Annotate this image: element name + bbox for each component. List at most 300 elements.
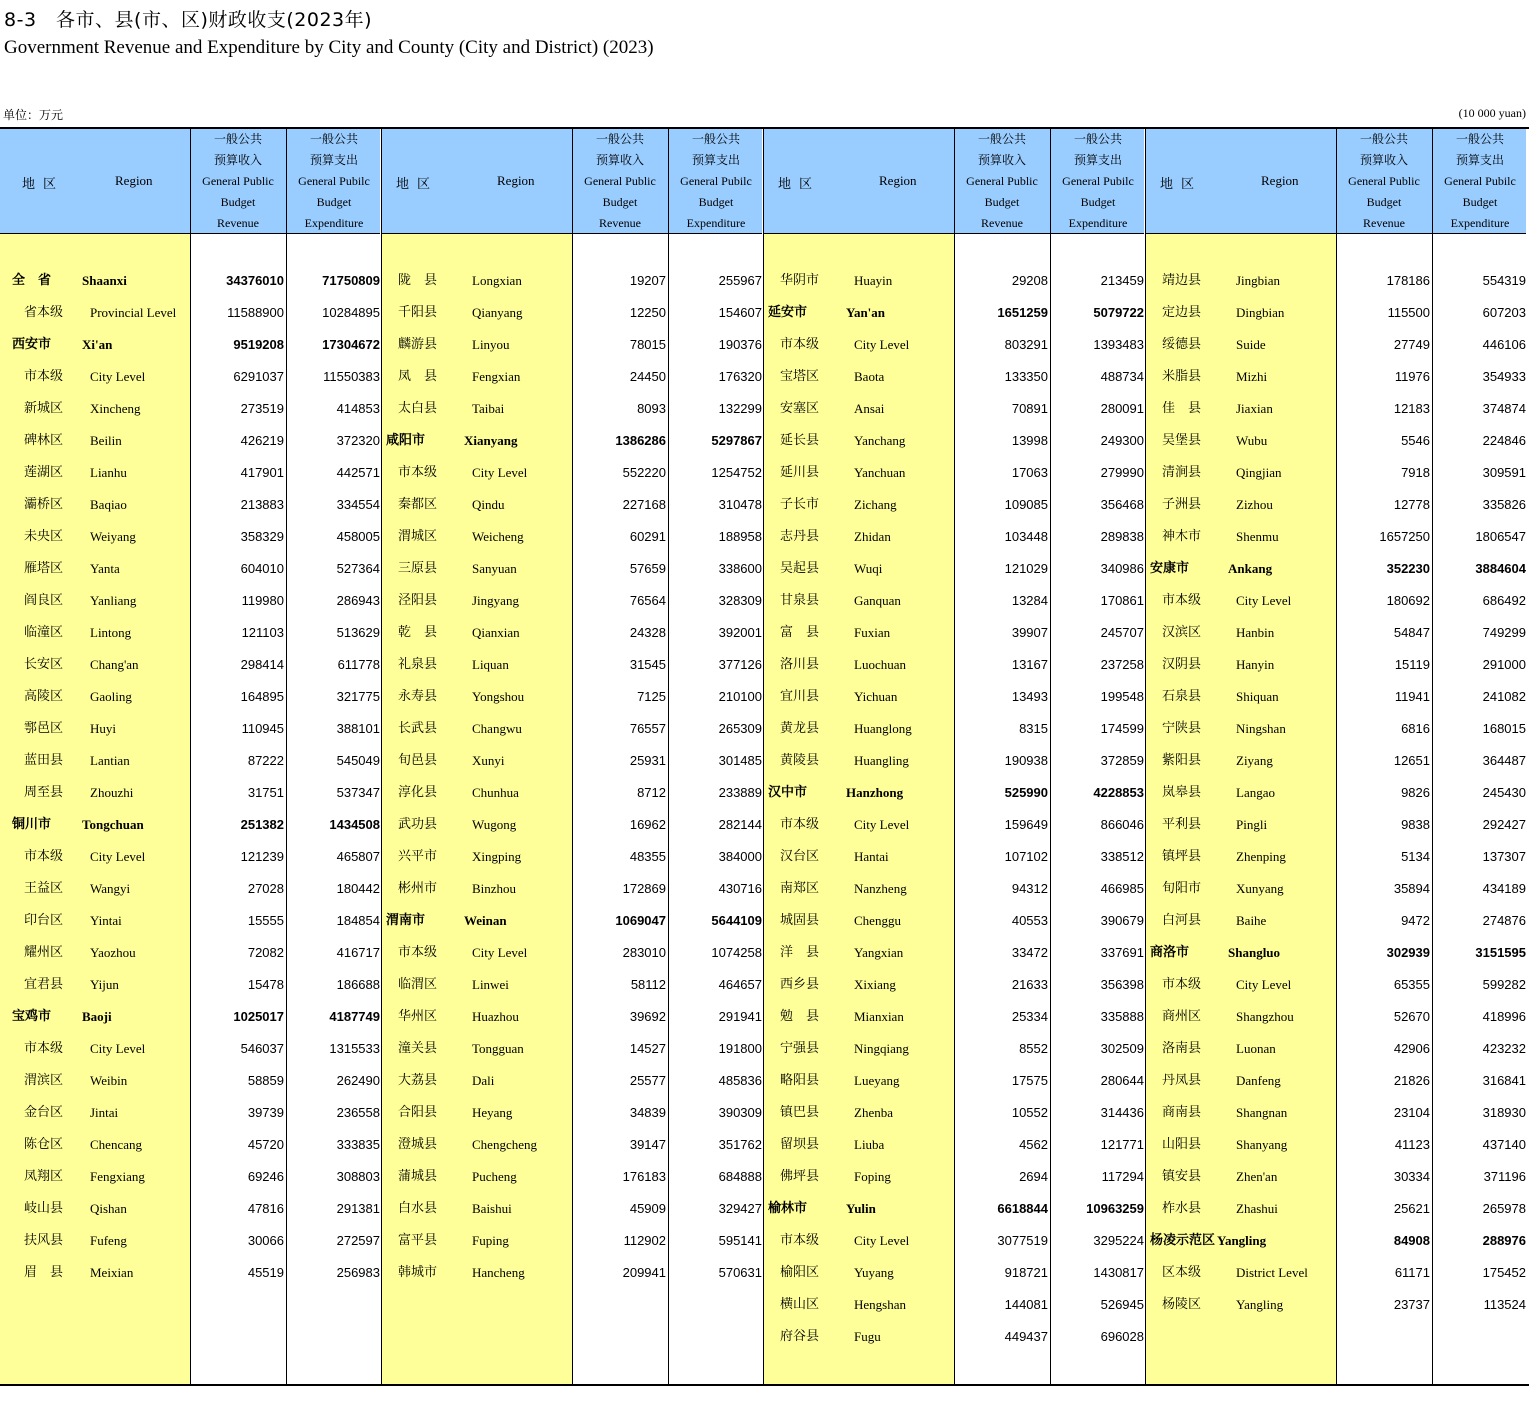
header-expenditure-line: 预算支出 (1073, 152, 1122, 167)
region-name-cn: 商州区 (1162, 1009, 1202, 1024)
header-revenue (954, 129, 1050, 233)
revenue-value: 1386286 (615, 433, 666, 448)
region-name-cn: 石泉县 (1162, 689, 1202, 704)
region-name-en: Huanglong (854, 721, 912, 736)
expenditure-value: 340986 (1100, 561, 1144, 576)
region-name-cn: 佳 县 (1162, 401, 1202, 416)
revenue-value: 25577 (629, 1073, 666, 1088)
header-revenue (572, 129, 668, 233)
table-row (382, 1001, 762, 1033)
header-expenditure-line: Expenditure (1450, 215, 1510, 230)
region-name-cn: 新城区 (24, 401, 64, 416)
revenue-value: 2694 (1019, 1169, 1048, 1184)
table-row (764, 745, 1144, 777)
header-expenditure (1050, 129, 1146, 233)
expenditure-value: 302509 (1100, 1041, 1144, 1056)
table-row (0, 489, 380, 521)
region-name-cn: 华州区 (398, 1009, 438, 1024)
region-name-en: Yanta (90, 561, 120, 576)
table-row (764, 905, 1144, 937)
revenue-value: 9472 (1401, 913, 1430, 928)
table-row (764, 361, 1144, 393)
header-expenditure (1432, 129, 1528, 233)
revenue-value: 1069047 (615, 913, 666, 928)
page-title-cn: 8-3 各市、县(市、区)财政收支(2023年) (4, 9, 373, 31)
revenue-value: 58112 (630, 977, 666, 992)
region-name-en: Fugu (854, 1329, 881, 1344)
table-row (764, 265, 1144, 297)
table-row (0, 553, 380, 585)
region-name-en: Langao (1236, 785, 1275, 800)
table-row (0, 1161, 380, 1193)
expenditure-value: 1806547 (1475, 529, 1526, 544)
revenue-value: 12183 (1393, 401, 1430, 416)
region-name-en: Fufeng (90, 1233, 127, 1248)
expenditure-value: 1074258 (711, 945, 762, 960)
region-name-en: Hengshan (854, 1297, 906, 1312)
expenditure-value: 686492 (1482, 593, 1526, 608)
table-body (382, 265, 762, 1289)
table-row (0, 265, 380, 297)
header-revenue-line: Revenue (217, 215, 259, 230)
table-row (764, 1289, 1144, 1321)
expenditure-value: 333835 (336, 1137, 380, 1152)
expenditure-value: 607203 (1482, 305, 1526, 320)
expenditure-value: 554319 (1482, 273, 1526, 288)
table-row (764, 969, 1144, 1001)
region-name-cn: 区本级 (1162, 1265, 1202, 1280)
expenditure-value: 371196 (1483, 1169, 1526, 1184)
revenue-value: 24450 (629, 369, 666, 384)
expenditure-value: 5079722 (1093, 305, 1144, 320)
revenue-value: 25931 (629, 753, 666, 768)
table-row (382, 1033, 762, 1065)
region-name-cn: 市本级 (780, 1233, 820, 1248)
table-row (1146, 809, 1526, 841)
table-row (1146, 713, 1526, 745)
region-name-en: Ningshan (1236, 721, 1286, 736)
revenue-value: 23104 (1393, 1105, 1430, 1120)
table-row (382, 1065, 762, 1097)
revenue-value: 84908 (1393, 1233, 1430, 1248)
region-name-cn: 西乡县 (780, 977, 820, 992)
table-row (764, 1193, 1144, 1225)
expenditure-value: 388101 (336, 721, 380, 736)
region-name-en: Hantai (854, 849, 889, 864)
expenditure-value: 309591 (1482, 465, 1526, 480)
table-row (0, 1001, 380, 1033)
region-name-en: Yijun (90, 977, 119, 992)
table-row (764, 1225, 1144, 1257)
table-row (382, 265, 762, 297)
expenditure-value: 113524 (1483, 1297, 1526, 1312)
expenditure-value: 237258 (1100, 657, 1144, 672)
table-row (764, 1033, 1144, 1065)
revenue-value: 25621 (1393, 1201, 1430, 1216)
table-row (382, 617, 762, 649)
table-row (1146, 745, 1526, 777)
region-name-en: Huazhou (472, 1009, 519, 1024)
table-row (764, 1161, 1144, 1193)
expenditure-value: 329427 (718, 1201, 762, 1216)
revenue-value: 8552 (1019, 1041, 1048, 1056)
table-row (764, 809, 1144, 841)
expenditure-value: 423232 (1482, 1041, 1526, 1056)
table-row (0, 905, 380, 937)
table-row (382, 489, 762, 521)
expenditure-value: 174599 (1100, 721, 1144, 736)
region-name-cn: 延川县 (780, 465, 820, 480)
region-name-cn: 市本级 (780, 817, 820, 832)
table-row (0, 297, 380, 329)
revenue-value: 5134 (1401, 849, 1430, 864)
revenue-value: 176183 (622, 1169, 666, 1184)
expenditure-value: 5644109 (711, 913, 762, 928)
region-name-cn: 旬邑县 (398, 753, 438, 768)
region-name-en: Qindu (472, 497, 505, 512)
table-row (764, 777, 1144, 809)
table-row (0, 841, 380, 873)
table-body (764, 265, 1144, 1353)
table-row (1146, 425, 1526, 457)
region-name-en: Huangling (854, 753, 909, 768)
expenditure-value: 280091 (1100, 401, 1144, 416)
expenditure-value: 364487 (1482, 753, 1526, 768)
expenditure-value: 392001 (718, 625, 762, 640)
header-expenditure-line: 预算支出 (1455, 152, 1504, 167)
header-revenue-line: Revenue (599, 215, 641, 230)
revenue-value: 61171 (1394, 1265, 1430, 1280)
table-row (382, 1225, 762, 1257)
table-row (0, 585, 380, 617)
region-name-cn: 高陵区 (24, 689, 64, 704)
revenue-value: 23737 (1393, 1297, 1430, 1312)
region-name-cn: 榆阳区 (780, 1265, 820, 1280)
table-row (1146, 393, 1526, 425)
region-name-cn: 富 县 (780, 625, 820, 640)
table-row (1146, 457, 1526, 489)
region-name-cn: 市本级 (24, 369, 64, 384)
header-revenue-line: General Public (966, 173, 1038, 188)
region-name-en: Lianhu (90, 465, 127, 480)
region-name-en: Zichang (854, 497, 897, 512)
region-name-en: Zizhou (1236, 497, 1273, 512)
region-name-en: Xunyi (472, 753, 505, 768)
revenue-value: 298414 (240, 657, 284, 672)
table-row (764, 937, 1144, 969)
table-row (764, 393, 1144, 425)
region-name-en: Chengcheng (472, 1137, 537, 1152)
expenditure-value: 233889 (718, 785, 762, 800)
expenditure-value: 170861 (1100, 593, 1144, 608)
region-name-en: Lintong (90, 625, 132, 640)
region-name-en: Shangnan (1236, 1105, 1288, 1120)
revenue-value: 109085 (1004, 497, 1048, 512)
expenditure-value: 390679 (1100, 913, 1144, 928)
revenue-value: 164895 (240, 689, 284, 704)
revenue-value: 525990 (1004, 785, 1048, 800)
region-name-cn: 永寿县 (398, 689, 438, 704)
expenditure-value: 372859 (1100, 753, 1144, 768)
region-name-en: District Level (1236, 1265, 1308, 1280)
table-row (0, 521, 380, 553)
revenue-value: 25334 (1011, 1009, 1048, 1024)
region-name-cn: 金台区 (24, 1105, 64, 1120)
region-name-cn: 市本级 (780, 337, 820, 352)
expenditure-value: 213459 (1100, 273, 1144, 288)
table-row (1146, 1129, 1526, 1161)
table-row (0, 1257, 380, 1289)
region-name-en: Longxian (472, 273, 522, 288)
revenue-value: 302939 (1386, 945, 1430, 960)
region-name-en: Lantian (90, 753, 130, 768)
revenue-value: 21826 (1393, 1073, 1430, 1088)
expenditure-value: 599282 (1482, 977, 1526, 992)
region-name-en: Fuping (472, 1233, 509, 1248)
region-name-en: Xi'an (82, 337, 113, 352)
expenditure-value: 595141 (718, 1233, 762, 1248)
revenue-value: 1651259 (997, 305, 1048, 320)
region-name-cn: 杨凌示范区 (1150, 1233, 1216, 1248)
expenditure-value: 190376 (718, 337, 762, 352)
region-name-en: Luonan (1236, 1041, 1276, 1056)
region-name-en: Yan'an (846, 305, 886, 320)
region-name-cn: 平利县 (1162, 817, 1202, 832)
region-name-en: Sanyuan (472, 561, 517, 576)
table-row (382, 585, 762, 617)
header-region-cn: 地区 (22, 177, 65, 192)
region-name-cn: 蓝田县 (24, 753, 64, 768)
table-row (382, 649, 762, 681)
region-name-cn: 咸阳市 (386, 433, 426, 448)
region-name-cn: 省本级 (24, 305, 64, 320)
region-name-cn: 市本级 (1162, 977, 1202, 992)
region-name-en: Jingyang (472, 593, 519, 608)
revenue-value: 426219 (240, 433, 284, 448)
expenditure-value: 280644 (1100, 1073, 1144, 1088)
region-name-en: City Level (90, 369, 146, 384)
expenditure-value: 338600 (718, 561, 762, 576)
table-row (382, 905, 762, 937)
region-name-en: Gaoling (90, 689, 132, 704)
region-name-en: Yangling (1217, 1233, 1267, 1248)
expenditure-value: 866046 (1100, 817, 1144, 832)
region-name-en: Fengxiang (90, 1169, 145, 1184)
table-panel-3 (764, 127, 1144, 1386)
region-name-en: Foping (854, 1169, 891, 1184)
region-name-cn: 雁塔区 (24, 561, 64, 576)
region-name-cn: 南郑区 (780, 881, 820, 896)
table-row (764, 521, 1144, 553)
region-name-en: Yanchang (854, 433, 906, 448)
revenue-value: 19207 (629, 273, 666, 288)
revenue-value: 9838 (1401, 817, 1430, 832)
revenue-value: 40553 (1011, 913, 1048, 928)
expenditure-value: 180442 (336, 881, 380, 896)
expenditure-value: 3884604 (1475, 561, 1526, 576)
header-revenue-line: 预算收入 (977, 152, 1026, 167)
region-name-en: Huyi (90, 721, 116, 736)
revenue-value: 352230 (1386, 561, 1430, 576)
expenditure-value: 176320 (718, 369, 762, 384)
header-revenue (1336, 129, 1432, 233)
revenue-value: 60291 (629, 529, 666, 544)
region-name-cn: 淳化县 (398, 785, 438, 800)
table-row (764, 425, 1144, 457)
region-name-cn: 富平县 (398, 1233, 438, 1248)
revenue-value: 69246 (247, 1169, 284, 1184)
expenditure-value: 418996 (1482, 1009, 1526, 1024)
region-name-en: Shanyang (1236, 1137, 1288, 1152)
revenue-value: 121103 (241, 625, 284, 640)
region-name-en: Mianxian (854, 1009, 904, 1024)
region-name-cn: 蒲城县 (398, 1169, 438, 1184)
table-row (0, 969, 380, 1001)
expenditure-value: 465807 (336, 849, 380, 864)
revenue-value: 251382 (240, 817, 284, 832)
region-name-cn: 陇 县 (398, 273, 438, 288)
expenditure-value: 245707 (1100, 625, 1144, 640)
table-row (1146, 1193, 1526, 1225)
region-name-en: Chunhua (472, 785, 519, 800)
expenditure-value: 416717 (336, 945, 380, 960)
header-revenue-line: 一般公共 (595, 131, 644, 146)
header-revenue-line: 预算收入 (1359, 152, 1408, 167)
revenue-value: 15478 (247, 977, 284, 992)
header-revenue (190, 129, 286, 233)
table-row (764, 617, 1144, 649)
region-name-cn: 碑林区 (24, 433, 64, 448)
region-name-en: Pucheng (472, 1169, 517, 1184)
header-expenditure-line: 预算支出 (309, 152, 358, 167)
region-name-cn: 子长市 (780, 497, 820, 512)
table-row (382, 297, 762, 329)
region-name-en: City Level (1236, 977, 1292, 992)
region-name-en: Liuba (854, 1137, 885, 1152)
table-row (764, 873, 1144, 905)
table-row (764, 585, 1144, 617)
table-row (0, 1193, 380, 1225)
table-row (382, 713, 762, 745)
header-revenue-line: General Public (584, 173, 656, 188)
region-name-cn: 宁强县 (780, 1041, 820, 1056)
expenditure-value: 356398 (1100, 977, 1144, 992)
region-name-en: City Level (90, 849, 146, 864)
expenditure-value: 191800 (718, 1041, 762, 1056)
region-name-en: Yintai (90, 913, 122, 928)
table-row (0, 1097, 380, 1129)
region-name-en: Taibai (472, 401, 505, 416)
table-row (382, 969, 762, 1001)
expenditure-value: 11550383 (323, 369, 380, 384)
region-name-cn: 勉 县 (780, 1009, 820, 1024)
table-body (1146, 265, 1526, 1321)
revenue-value: 4562 (1019, 1137, 1048, 1152)
region-name-en: City Level (854, 817, 910, 832)
header-region-cn: 地区 (396, 177, 439, 192)
region-name-en: Weinan (464, 913, 507, 928)
header-expenditure (286, 129, 382, 233)
revenue-value: 546037 (240, 1041, 284, 1056)
region-name-cn: 市本级 (24, 849, 64, 864)
region-name-en: Luochuan (854, 657, 906, 672)
region-name-cn: 白河县 (1162, 913, 1202, 928)
region-name-en: Wugong (472, 817, 517, 832)
region-name-cn: 丹凤县 (1162, 1073, 1202, 1088)
region-name-en: Baqiao (90, 497, 127, 512)
expenditure-value: 288976 (1482, 1233, 1526, 1248)
region-name-cn: 商洛市 (1150, 945, 1190, 960)
revenue-value: 103448 (1004, 529, 1048, 544)
header-expenditure-line: 一般公共 (1073, 131, 1122, 146)
expenditure-value: 5297867 (711, 433, 762, 448)
region-name-cn: 清涧县 (1162, 465, 1202, 480)
table-row (764, 457, 1144, 489)
revenue-value: 33472 (1011, 945, 1048, 960)
region-name-cn: 临渭区 (398, 977, 438, 992)
expenditure-value: 338512 (1100, 849, 1144, 864)
expenditure-value: 696028 (1100, 1329, 1144, 1344)
revenue-value: 7125 (637, 689, 666, 704)
expenditure-value: 434189 (1482, 881, 1526, 896)
table-row (1146, 1161, 1526, 1193)
region-name-en: Provincial Level (90, 305, 177, 320)
region-name-en: City Level (472, 465, 528, 480)
region-name-en: Jintai (90, 1105, 119, 1120)
region-name-en: Qianxian (472, 625, 520, 640)
table-row (0, 681, 380, 713)
revenue-value: 76564 (629, 593, 666, 608)
table-row (382, 809, 762, 841)
region-name-en: Qianyang (472, 305, 523, 320)
expenditure-value: 265309 (718, 721, 762, 736)
table-row (382, 841, 762, 873)
expenditure-value: 442571 (336, 465, 380, 480)
expenditure-value: 537347 (336, 785, 380, 800)
header-region-cn: 地区 (1160, 177, 1203, 192)
region-name-en: Linyou (472, 337, 510, 352)
region-name-cn: 旬阳市 (1162, 881, 1202, 896)
region-name-cn: 白水县 (398, 1201, 438, 1216)
revenue-value: 112902 (623, 1233, 666, 1248)
expenditure-value: 458005 (336, 529, 380, 544)
region-name-en: Zhidan (854, 529, 891, 544)
revenue-value: 190938 (1004, 753, 1048, 768)
region-name-cn: 太白县 (398, 401, 438, 416)
region-name-cn: 紫阳县 (1162, 753, 1202, 768)
region-name-en: Chenggu (854, 913, 901, 928)
revenue-value: 31751 (247, 785, 284, 800)
region-name-cn: 宜川县 (780, 689, 820, 704)
expenditure-value: 321775 (336, 689, 380, 704)
region-name-cn: 汉滨区 (1162, 625, 1202, 640)
table-body (0, 265, 380, 1289)
revenue-value: 13284 (1011, 593, 1048, 608)
revenue-value: 273519 (240, 401, 284, 416)
revenue-value: 144081 (1004, 1297, 1048, 1312)
revenue-value: 110945 (241, 721, 284, 736)
region-name-cn: 安康市 (1150, 561, 1190, 576)
region-name-cn: 灞桥区 (24, 497, 64, 512)
region-name-cn: 王益区 (24, 881, 64, 896)
region-name-en: City Level (854, 337, 910, 352)
header-expenditure-line: 一般公共 (691, 131, 740, 146)
expenditure-value: 282144 (718, 817, 762, 832)
header-revenue-line: 预算收入 (213, 152, 262, 167)
header-revenue-line: 预算收入 (595, 152, 644, 167)
header-revenue-line: General Public (1348, 173, 1420, 188)
revenue-value: 70891 (1011, 401, 1048, 416)
